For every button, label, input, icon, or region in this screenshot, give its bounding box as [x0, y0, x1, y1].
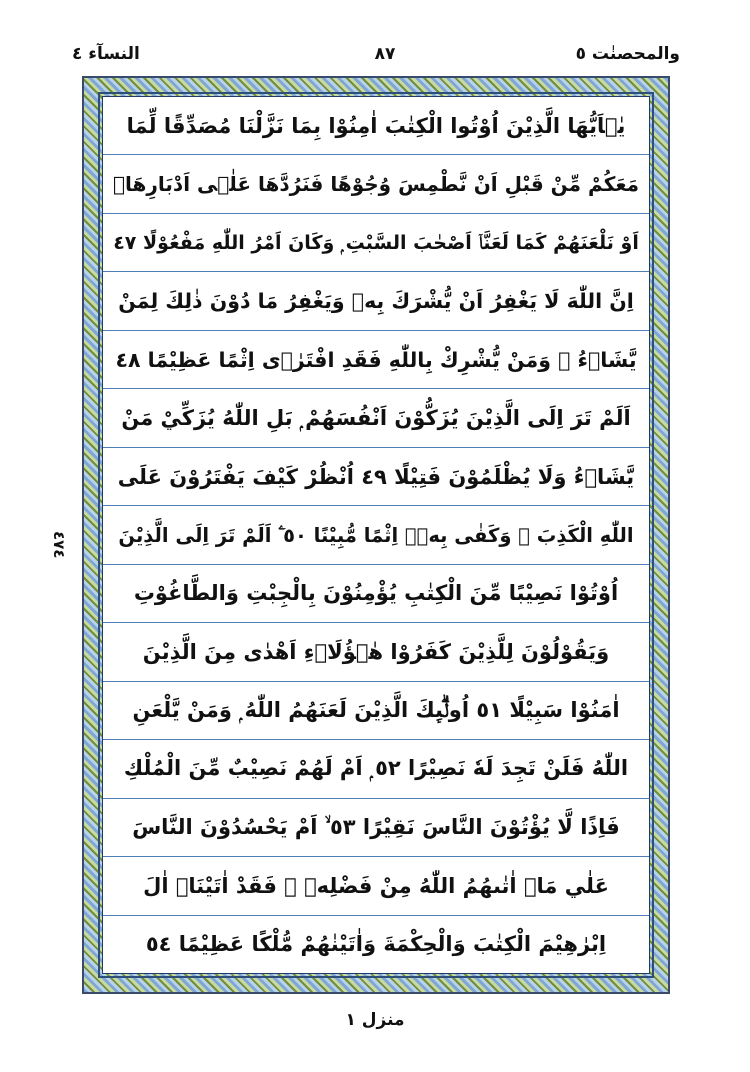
page-number: ٨٧ [374, 44, 396, 64]
decorative-border-frame [82, 76, 670, 994]
text-line: يَّشَاۤءُ وَلَا يُظْلَمُوْنَ فَتِيْلًا ٤٩ اُنْظُرْ كَيْفَ يَفْتَرُوْنَ عَلَى [103, 448, 649, 506]
text-line: وَيَقُوْلُوْنَ لِلَّذِيْنَ كَفَرُوْا هٰۤؤُلَاۤءِ اَهْدٰى مِنَ الَّذِيْنَ [103, 623, 649, 681]
text-line: اَلَمْ تَرَ اِلَى الَّذِيْنَ يُزَكُّوْنَ اَنْفُسَهُمْ ۭ بَلِ اللّٰهُ يُزَكِّيْ مَنْ [103, 389, 649, 447]
surah-name: النسآء ٤ [72, 44, 140, 64]
text-line: اِبْرٰهِيْمَ الْكِتٰبَ وَالْحِكْمَةَ وَاٰتَيْنٰهُمْ مُّلْكًا عَظِيْمًا ٥٤ [145, 932, 607, 957]
text-line: اللّٰهُ فَلَنْ تَجِدَ لَهٗ نَصِيْرًا ٥٢ ۭ اَمْ لَهُمْ نَصِيْبٌ مِّنَ الْمُلْكِ [103, 740, 649, 798]
juz-name: والمحصنٰت ٥ [575, 44, 680, 64]
text-line: اُوْتُوْا نَصِيْبًا مِّنَ الْكِتٰبِ يُؤْمِنُوْنَ بِالْجِبْتِ وَالطَّاغُوْتِ [103, 565, 649, 623]
text-line: عَلٰي مَاۤ اٰتٰىهُمُ اللّٰهُ مِنْ فَضْلِهٖ ۚ فَقَدْ اٰتَيْنَاۤ اٰلَ [103, 857, 649, 915]
manzil-marker: منزل ١ [345, 1010, 405, 1030]
margin-ruku-marker: ٤٧٤ [50, 530, 68, 558]
text-line: اَوْ نَلْعَنَهُمْ كَمَا لَعَنَّاۤ اَصْحٰبَ السَّبْتِ ۭ وَكَانَ اَمْرُ اللّٰهِ مَفْعُوْلًا ٤٧ [103, 214, 649, 272]
text-line: اللّٰهِ الْكَذِبَ ۭ وَكَفٰى بِهٖۤ اِثْمًا مُّبِيْنًا ٥٠ ۧ اَلَمْ تَرَ اِلَى الَّذِيْنَ [103, 506, 649, 564]
text-line: مَعَكُمْ مِّنْ قَبْلِ اَنْ نَّطْمِسَ وُجُوْهًا فَنَرُدَّهَا عَلٰۤى اَدْبَارِهَاۤ [103, 155, 649, 213]
text-line: يَّشَاۤءُ ۚ وَمَنْ يُّشْرِكْ بِاللّٰهِ فَقَدِ افْتَرٰۤى اِثْمًا عَظِيْمًا ٤٨ [103, 331, 649, 389]
text-line: اِنَّ اللّٰهَ لَا يَغْفِرُ اَنْ يُّشْرَكَ بِهٖ وَيَغْفِرُ مَا دُوْنَ ذٰلِكَ لِمَنْ [103, 272, 649, 330]
text-area [102, 96, 650, 974]
text-line: يٰۤاَيُّهَا الَّذِيْنَ اُوْتُوا الْكِتٰبَ اٰمِنُوْا بِمَا نَزَّلْنَا مُصَدِّقًا لِّمَا [103, 97, 649, 155]
text-line: فَاِذًا لَّا يُؤْتُوْنَ النَّاسَ نَقِيْرًا ٥٣ ۙ اَمْ يَحْسُدُوْنَ النَّاسَ [103, 799, 649, 857]
text-line: اٰمَنُوْا سَبِيْلًا ٥١ اُولٰۗىِٕكَ الَّذِيْنَ لَعَنَهُمُ اللّٰهُ ۭ وَمَنْ يَّلْعَنِ [103, 682, 649, 740]
